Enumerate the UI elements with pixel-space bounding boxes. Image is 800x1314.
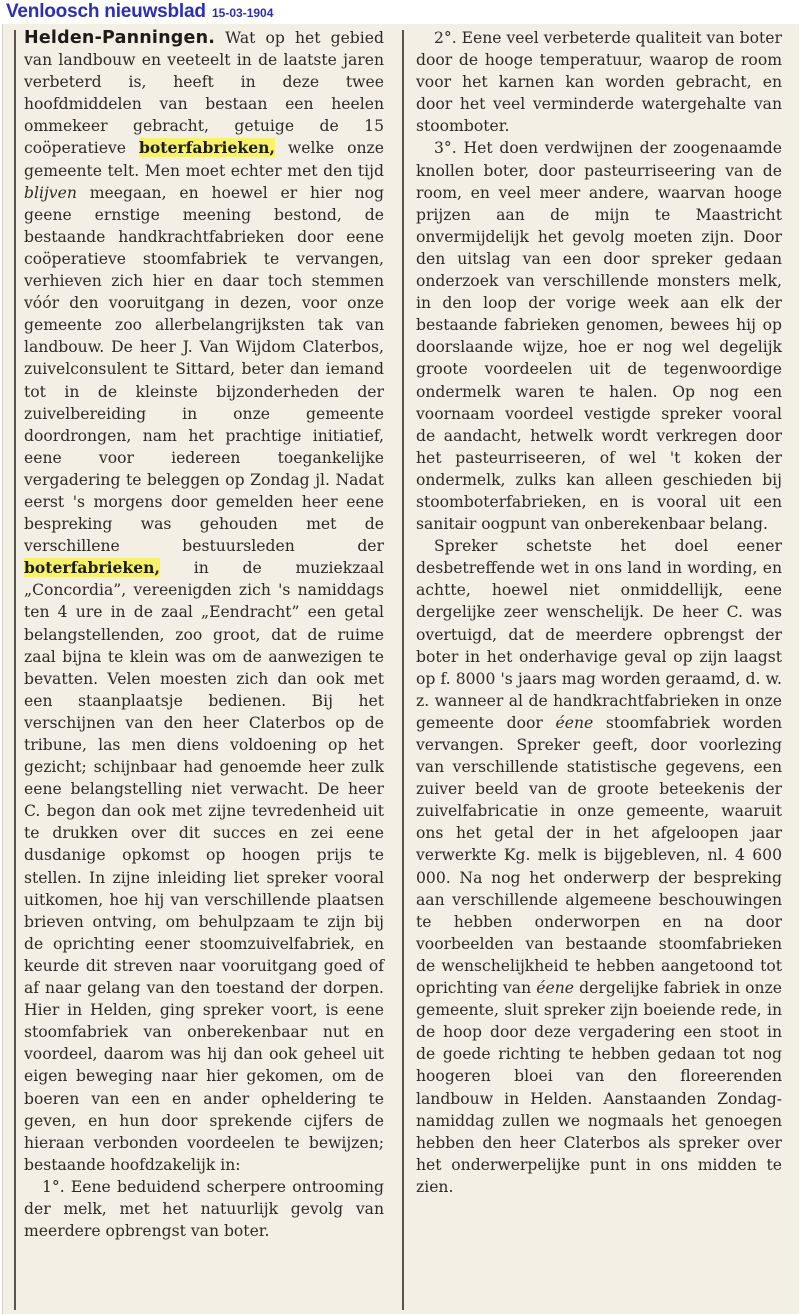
article-paragraph: 3°. Het doen verdwijnen der zoogenaamde knollen boter, door pasteurriseering van de room, en veel meer andere, waarvan hooge prijzen aan de mijn te Maastricht onvermijdelijk het gevolg moeten zijn. Door den uitslag van een door spreker gedaan onderzoek van verschillende monsters melk, in den loop der vorige week aan elk der bestaande fabrieken genomen, bewees hij op doorslaande wijze, hoe er nog wel degelijk groote voordeelen uit de tegenwoordige ondermelk waren te halen. Op nog een voornaam voordeel vestigde spreker vooral de aandacht, hetwelk wordt verkregen door het pasteurriseeren, of wel 't koken der ondermelk, zulks kan alleen geschieden bij stoomboterfabrieken, en is vooral uit een sanitair oogpunt van onberekenbaar belang. bbox=[416, 139, 782, 534]
italic-term: éene bbox=[536, 979, 575, 998]
paragraph-text: welke onze gemeente telt. Men moet echter met den tijd bbox=[24, 139, 384, 180]
italic-term: blijven bbox=[24, 183, 77, 202]
column-rule-middle bbox=[402, 30, 404, 1310]
publication-date: 15-03-1904 bbox=[212, 6, 274, 20]
article-column-left bbox=[24, 27, 384, 1242]
paragraph-text: stoomfabriek worden vervangen. Spreker geeft, door voorlezing van verschillende statistische gegevens, een zuiver beeld van de groote beteekenis der zuivelfabricatie in onze gemeente, waaruit ons het getal der in het afgeloopen jaar verwerkte Kg. melk is bijgebleven, nl. 4 600 000. Na nog het onderwerp der bespreking aan verschillende algemeene beschouwingen te hebben onderworpen en na door voorbeelden van bestaande stoomfabrieken de wenschelijkheid te hebben aangetoond tot oprichting van bbox=[416, 713, 782, 998]
highlighted-term: boterfabrieken, bbox=[24, 558, 160, 578]
column-rule-left bbox=[14, 30, 16, 1310]
clipping-header bbox=[0, 0, 800, 24]
newspaper-title: Venloosch nieuwsblad bbox=[6, 1, 206, 22]
article-paragraph bbox=[24, 27, 384, 1176]
paragraph-text: in de muziekzaal „Concordia”, vereenigden zich 's namiddags ten 4 ure in de zaal „Eendracht” een getal belangstellenden, zoo groot, dat de ruime zaal bijna te klein was om de aanwezigen te bevatten. Velen moesten zich dan ook met een staanplaatsje bedienen. Bij het verschijnen van den heer Claterbos op de tribune, las men diens voldoening op het gezicht; schijnbaar had genoemde heer zulk eene belangstelling niet verwacht. De heer C. begon dan ook met zijne tevredenheid uit te drukken over dit succes en zei eene dusdanige opkomst op hoogen prijs te stellen. In zijne inleiding liet spreker vooral uitkomen, hoe hij van verschillende plaatsen brieven ontving, om behulpzaam te zijn bij de oprichting eener stoomzuivelfabriek, en keurde dit streven naar vooruitgang goed of af naar gelang van den toestand der dorpen. Hier in Helden, ging spreker voort, is eene stoomfabriek van onberekenbaar nut en voordeel, daarom was hij dan ook geheel uit eigen beweging naar hier gekomen, om de boeren van een en ander opheldering te geven, en hun door sprekende cijfers de hieraan verbonden voordeelen te bewijzen; bestaande hoofdzakelijk in: bbox=[24, 559, 384, 1174]
paragraph-text: Spreker schetste het doel eener desbetreffende wet in ons land in wording, en achtte, hoewel niet onmiddellijk, eene dergelijke zeer wenschelijk. De heer C. was overtuigd, dat de meerdere opbrengst der boter in het onderhavige geval op zijn laagst op f. 8000 's jaars mag worden geraamd, d. w. z. wanneer al de handkrachtfabrieken in onze gemeente door bbox=[416, 537, 782, 732]
article-paragraph: 1°. Eene beduidend scherpere ontrooming der melk, met het natuurlijk gevolg van meerdere opbrengst van boter. bbox=[24, 1177, 384, 1241]
article-paragraph: 2°. Eene veel verbeterde qualiteit van boter door de hooge temperatuur, waarop de room voor het karnen kan worden gebracht, en door het veel verminderde watergehalte van stoomboter. bbox=[416, 29, 782, 136]
highlighted-term: boterfabrieken, bbox=[138, 138, 275, 158]
italic-term: éene bbox=[555, 713, 594, 732]
paragraph-text: meegaan, en hoewel er hier nog geene ernstige meening bestond, de bestaande handkrachtfabrieken door eene coöperatieve stoomfabriek te vervangen, verhieven zich hier en daar toch stemmen vóór den vooruitgang in dezen, voor onze gemeente zoo allerbelangrijksten tak van landbouw. De heer J. Van Wijdom Claterbos, zuivelconsulent te Sittard, beter dan iemand tot in de kleinste bijzonderheden der zuivelbereiding in onze gemeente doordrongen, nam het prachtige initiatief, eene voor iedereen toegankelijke vergadering te beleggen op Zondag jl. Nadat eerst 's morgens door gemelden heer eene bespreking was gehouden met de verschillene bestuursleden der bbox=[24, 183, 384, 556]
article-heading: Helden-Panningen. bbox=[24, 28, 216, 48]
article-column-right bbox=[416, 27, 782, 1198]
paragraph-text: dergelijke fabriek in onze gemeente, sluit spreker zijn boeiende rede, in de hoop door deze vergadering een stoot in de goede richting te hebben gedaan tot nog hoogeren bloei van den floreerenden landbouw in Helden. Aanstaanden Zondag-namiddag zullen we nogmaals het genoegen hebben den heer Claterbos als spreker over het onderwerpelijke punt in ons midden te zien. bbox=[416, 979, 782, 1196]
paragraph-text: Wat op het gebied van landbouw en veeteelt in de laatste jaren verbeterd is, heeft in deze twee hoofdmiddelen van bestaan een heelen ommekeer gebracht, getuige de 15 coöperatieve bbox=[24, 29, 384, 158]
article-paragraph bbox=[416, 535, 782, 1198]
